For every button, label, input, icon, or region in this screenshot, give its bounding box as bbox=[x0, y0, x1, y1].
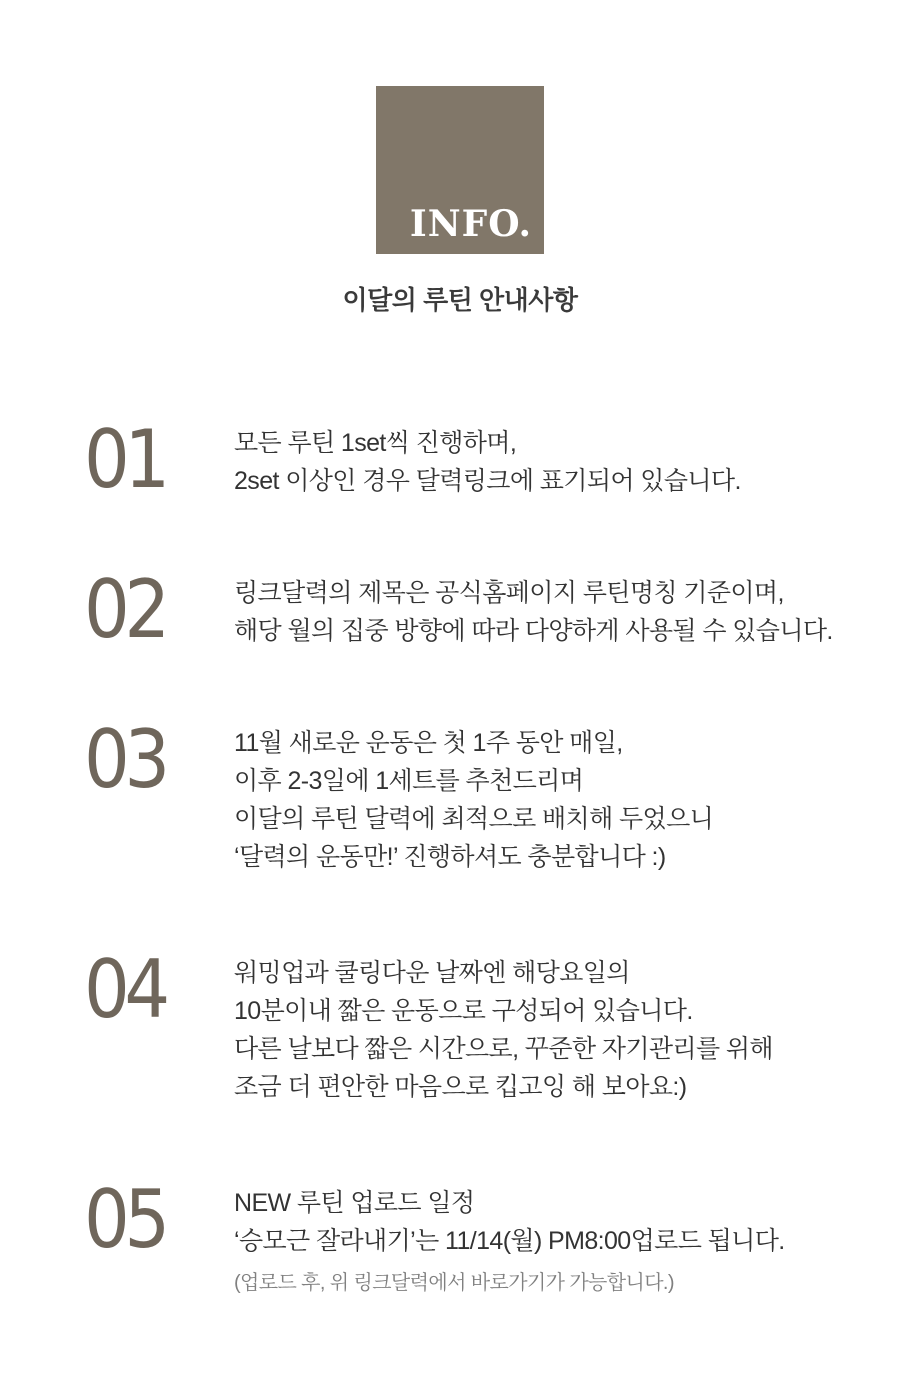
item-number: 02 bbox=[84, 563, 165, 656]
info-badge-label: INFO. bbox=[409, 203, 532, 245]
item-number: 04 bbox=[84, 943, 165, 1036]
item-line: 해당 월의 집중 방향에 따라 다양하게 사용될 수 있습니다. bbox=[234, 617, 833, 645]
item-line: ‘달력의 운동만!’ 진행하셔도 충분합니다 :) bbox=[234, 843, 666, 871]
item-text bbox=[234, 574, 894, 650]
item-number: 05 bbox=[84, 1173, 165, 1266]
item-text bbox=[234, 424, 894, 500]
item-line: 10분이내 짧은 운동으로 구성되어 있습니다. bbox=[234, 997, 693, 1025]
item-line: ‘승모근 잘라내기’는 11/14(월) PM8:00업로드 됩니다. bbox=[234, 1227, 785, 1255]
item-line: 조금 더 편안한 마음으로 킵고잉 해 보아요:) bbox=[234, 1073, 687, 1101]
item-text bbox=[234, 954, 894, 1106]
item-line: 모든 루틴 1set씩 진행하며, bbox=[234, 429, 517, 457]
item-text bbox=[234, 1184, 894, 1298]
item-line: 워밍업과 쿨링다운 날짜엔 해당요일의 bbox=[234, 959, 630, 987]
item-line: 11월 새로운 운동은 첫 1주 동안 매일, bbox=[234, 729, 623, 757]
item-text bbox=[234, 724, 894, 876]
page-title: 이달의 루틴 안내사항 bbox=[342, 285, 578, 315]
item-line: 이달의 루틴 달력에 최적으로 배치해 두었으니 bbox=[234, 805, 714, 833]
item-number: 03 bbox=[84, 713, 165, 806]
item-line: 이후 2-3일에 1세트를 추천드리며 bbox=[234, 767, 584, 795]
item-note: (업로드 후, 위 링크달력에서 바로가기가 가능합니다.) bbox=[234, 1272, 674, 1294]
info-badge bbox=[376, 86, 544, 254]
item-line: 2set 이상인 경우 달력링크에 표기되어 있습니다. bbox=[234, 467, 741, 495]
item-line: NEW 루틴 업로드 일정 bbox=[234, 1189, 475, 1217]
item-number: 01 bbox=[84, 413, 165, 506]
item-line: 다른 날보다 짧은 시간으로, 꾸준한 자기관리를 위해 bbox=[234, 1035, 773, 1063]
item-line: 링크달력의 제목은 공식홈페이지 루틴명칭 기준이며, bbox=[234, 579, 784, 607]
